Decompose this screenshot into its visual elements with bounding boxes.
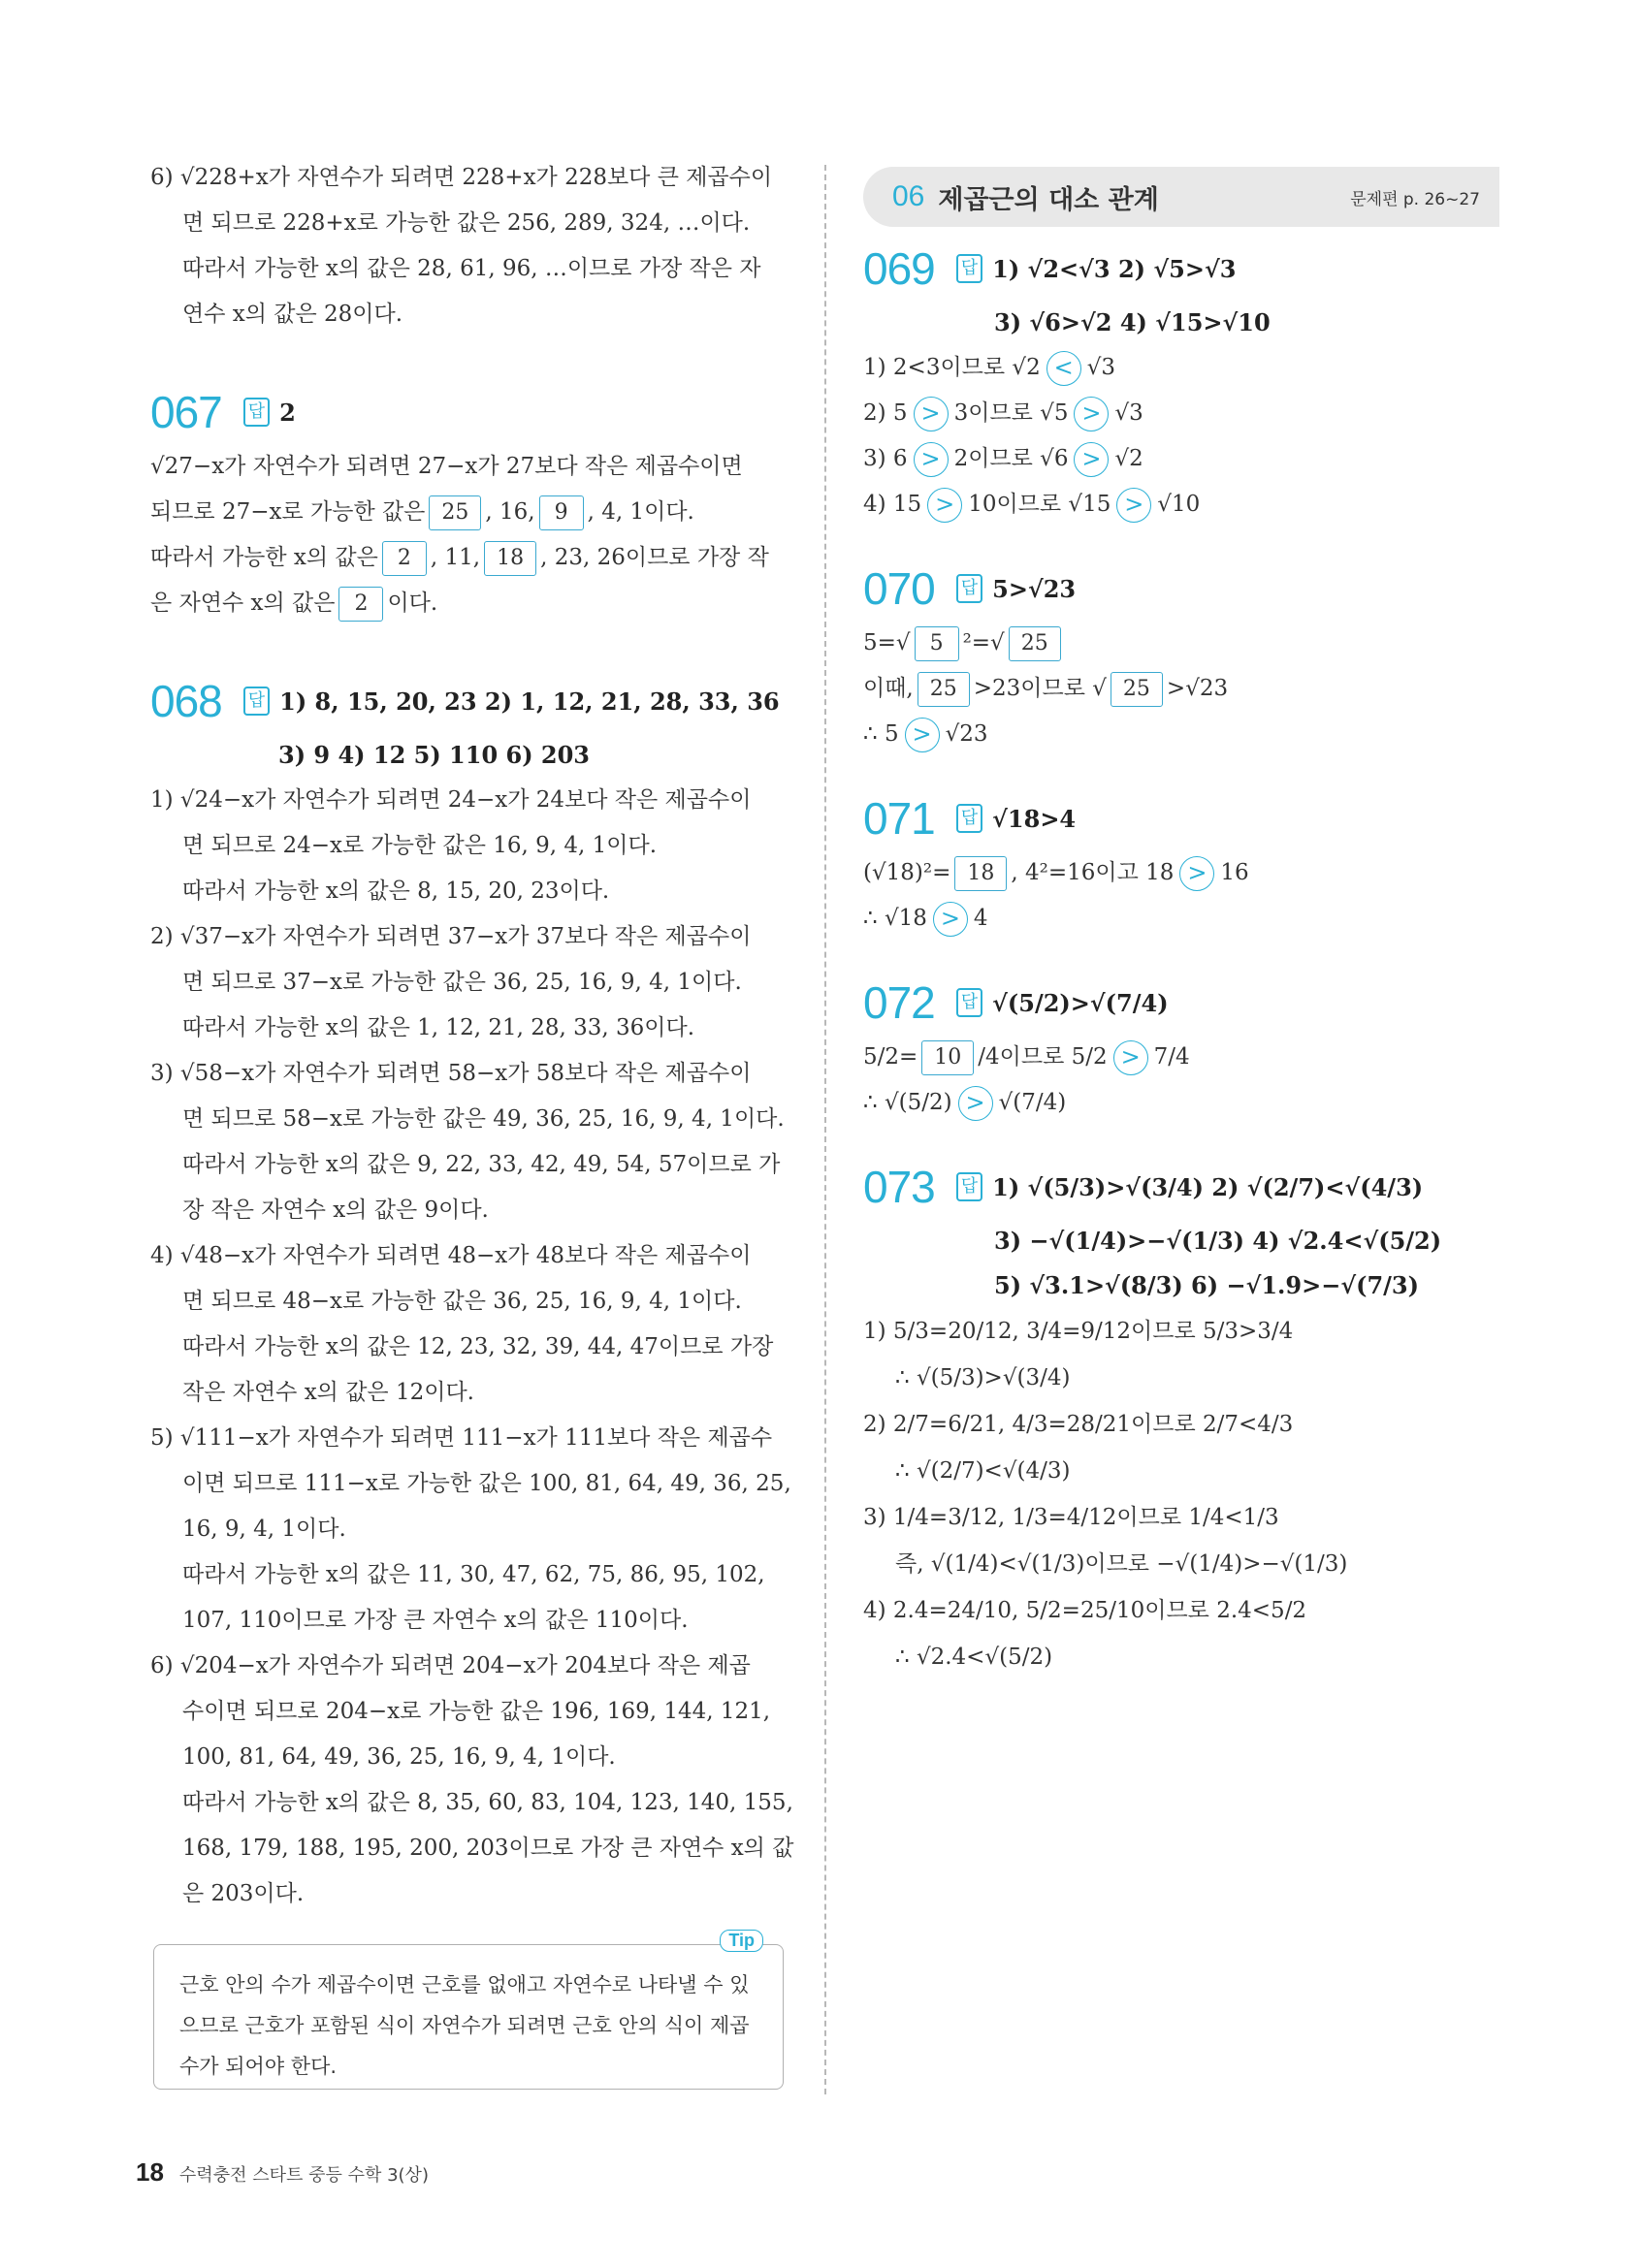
section-reference: 문제편 p. 26~27 bbox=[1350, 189, 1480, 209]
solution-line: 은 203이다. bbox=[182, 1881, 305, 1906]
blank-box: 2 bbox=[382, 541, 427, 576]
circled-sign: > bbox=[927, 488, 962, 523]
book-title: 수력충전 스타트 중등 수학 3(상) bbox=[178, 2165, 429, 2186]
solution-line: √27−x가 자연수가 되려면 27−x가 27보다 작은 제곱수이면 bbox=[150, 454, 743, 479]
solution-line: 4) √48−x가 자연수가 되려면 48−x가 48보다 작은 제곱수이 bbox=[150, 1243, 752, 1268]
circled-sign: > bbox=[1113, 1040, 1148, 1075]
solution-line: 작은 자연수 x의 값은 12이다. bbox=[182, 1380, 474, 1405]
section-number: 06 bbox=[892, 180, 925, 212]
problem-071-header bbox=[863, 792, 1503, 845]
problem-number: 073 bbox=[863, 1162, 935, 1212]
solution-line: 즉, √(1/4)<√(1/3)이므로 −√(1/4)>−√(1/3) bbox=[895, 1551, 1348, 1577]
answer: 2 bbox=[279, 398, 296, 427]
intro-line: 따라서 가능한 x의 값은 28, 61, 96, …이므로 가장 작은 자 bbox=[182, 256, 761, 281]
solution-line: 이면 되므로 111−x로 가능한 값은 100, 81, 64, 49, 36, 25, bbox=[182, 1471, 791, 1496]
problem-069-header bbox=[863, 242, 1503, 295]
tip-line: 으므로 근호가 포함된 식이 자연수가 되려면 근호 안의 식이 제곱 bbox=[179, 2014, 750, 2037]
solution-line: 16, 9, 4, 1이다. bbox=[182, 1517, 346, 1542]
blank-box: 25 bbox=[1111, 672, 1163, 707]
solution-line: 따라서 가능한 x의 값은 11, 30, 47, 62, 75, 86, 95, 102, bbox=[182, 1562, 765, 1587]
solution-line: 면 되므로 37−x로 가능한 값은 36, 25, 16, 9, 4, 1이다. bbox=[182, 970, 742, 995]
answer: 3) 9 4) 12 5) 110 6) 203 bbox=[278, 741, 590, 769]
intro-line: 면 되므로 228+x로 가능한 값은 256, 289, 324, …이다. bbox=[182, 210, 751, 236]
solution-line: 3) √58−x가 자연수가 되려면 58−x가 58보다 작은 제곱수이 bbox=[150, 1061, 752, 1086]
blank-box: 25 bbox=[918, 672, 970, 707]
column-divider bbox=[824, 165, 826, 2094]
solution-line: 1) √24−x가 자연수가 되려면 24−x가 24보다 작은 제곱수이 bbox=[150, 787, 752, 813]
answer-marker: 답 bbox=[243, 398, 270, 427]
problem-070-header bbox=[863, 562, 1503, 615]
solution-line: 4) 2.4=24/10, 5/2=25/10이므로 2.4<5/2 bbox=[863, 1598, 1307, 1623]
problem-072-header bbox=[863, 976, 1503, 1029]
solution-line: 6) √204−x가 자연수가 되려면 204−x가 204보다 작은 제곱 bbox=[150, 1653, 751, 1678]
circled-sign: > bbox=[1116, 488, 1151, 523]
solution-line: 2) 5 > 3이므로 √5 > √3 bbox=[863, 391, 1503, 436]
solution-line: 면 되므로 24−x로 가능한 값은 16, 9, 4, 1이다. bbox=[182, 833, 658, 858]
solution-line: 2) 2/7=6/21, 4/3=28/21이므로 2/7<4/3 bbox=[863, 1412, 1294, 1437]
solution-line: 5) √111−x가 자연수가 되려면 111−x가 111보다 작은 제곱수 bbox=[150, 1425, 773, 1451]
solution-line: 따라서 가능한 x의 값은 8, 35, 60, 83, 104, 123, 140, 155, bbox=[182, 1790, 793, 1815]
solution-line: 따라서 가능한 x의 값은 9, 22, 33, 42, 49, 54, 57이므로 가 bbox=[182, 1152, 781, 1177]
problem-073-solution bbox=[863, 1308, 1503, 1680]
solution-line: 107, 110이므로 가장 큰 자연수 x의 값은 110이다. bbox=[182, 1608, 689, 1633]
solution-line: 4) 15 > 10이므로 √15 > √10 bbox=[863, 482, 1503, 527]
circled-sign: > bbox=[905, 718, 940, 752]
tip-box bbox=[153, 1931, 784, 2090]
solution-line: (√18)²= 18 , 4²=16이고 18 > 16 bbox=[863, 850, 1503, 896]
answer: 1) √(5/3)>√(3/4) 2) √(2/7)<√(4/3) bbox=[992, 1172, 1424, 1201]
problem-073-header bbox=[863, 1161, 1503, 1213]
answer: 1) 8, 15, 20, 23 2) 1, 12, 21, 28, 33, 36 bbox=[279, 687, 780, 716]
solution-line: 5=√ 5 ²=√ 25 bbox=[863, 621, 1503, 666]
solution-line: 따라서 가능한 x의 값은 8, 15, 20, 23이다. bbox=[182, 878, 610, 904]
solution-line: 168, 179, 188, 195, 200, 203이므로 가장 큰 자연수 x의 값 bbox=[182, 1836, 794, 1861]
solution-line: 이때, 25 >23이므로 √ 25 >√23 bbox=[863, 666, 1503, 712]
tip-line: 수가 되어야 한다. bbox=[179, 2055, 338, 2078]
circled-sign: > bbox=[914, 397, 949, 431]
section-banner bbox=[863, 167, 1499, 227]
blank-box: 25 bbox=[429, 495, 481, 530]
answer-marker: 답 bbox=[956, 988, 982, 1017]
tip-label: Tip bbox=[720, 1930, 763, 1952]
solution-line: ∴ √2.4<√(5/2) bbox=[895, 1645, 1053, 1670]
intro-line: 연수 x의 값은 28이다. bbox=[182, 302, 403, 327]
blank-box: 9 bbox=[539, 495, 584, 530]
answer: 1) √2<√3 2) √5>√3 bbox=[992, 254, 1237, 283]
right-column bbox=[863, 223, 1503, 1680]
circled-sign: > bbox=[1074, 397, 1109, 431]
solution-line: 면 되므로 48−x로 가능한 값은 36, 25, 16, 9, 4, 1이다. bbox=[182, 1289, 742, 1314]
solution-line: 2) √37−x가 자연수가 되려면 37−x가 37보다 작은 제곱수이 bbox=[150, 924, 752, 949]
section-title: 제곱근의 대소 관계 bbox=[938, 184, 1159, 215]
problem-068-header bbox=[150, 675, 786, 727]
solution-line: 면 되므로 58−x로 가능한 값은 49, 36, 25, 16, 9, 4, 1이다. bbox=[182, 1106, 785, 1132]
blank-box: 10 bbox=[921, 1040, 974, 1075]
solution-line: 1) 2<3이므로 √2 < √3 bbox=[863, 345, 1503, 391]
solution-line: ∴ √(2/7)<√(4/3) bbox=[895, 1458, 1071, 1484]
solution-line: 따라서 가능한 x의 값은 2 , 11, 18 , 23, 26이므로 가장 작 bbox=[150, 535, 786, 581]
blank-box: 5 bbox=[915, 626, 959, 661]
answer: √18>4 bbox=[992, 804, 1077, 833]
blank-box: 2 bbox=[338, 587, 383, 622]
solution-line: 5/2= 10 /4이므로 5/2 > 7/4 bbox=[863, 1035, 1503, 1080]
intro-line: 6) √228+x가 자연수가 되려면 228+x가 228보다 큰 제곱수이 bbox=[150, 165, 773, 190]
solution-line: ∴ 5 > √23 bbox=[863, 712, 1503, 757]
circled-sign: > bbox=[933, 902, 968, 937]
solution-line: ∴ √(5/2) > √(7/4) bbox=[863, 1080, 1503, 1126]
answer-marker: 답 bbox=[243, 687, 270, 716]
answer: 3) −√(1/4)>−√(1/3) 4) √2.4<√(5/2) bbox=[994, 1227, 1442, 1255]
circled-sign: < bbox=[1046, 351, 1081, 386]
solution-line: 따라서 가능한 x의 값은 1, 12, 21, 28, 33, 36이다. bbox=[182, 1015, 695, 1040]
circled-sign: > bbox=[1179, 856, 1214, 891]
blank-box: 18 bbox=[484, 541, 536, 576]
solution-line: 100, 81, 64, 49, 36, 25, 16, 9, 4, 1이다. bbox=[182, 1744, 616, 1770]
problem-number: 068 bbox=[150, 676, 222, 726]
answer: 5) √3.1>√(8/3) 6) −√1.9>−√(7/3) bbox=[994, 1271, 1419, 1299]
solution-line: 3) 6 > 2이므로 √6 > √2 bbox=[863, 436, 1503, 482]
problem-number: 072 bbox=[863, 977, 935, 1028]
page-number: 18 bbox=[136, 2157, 164, 2187]
blank-box: 25 bbox=[1009, 626, 1061, 661]
problem-number: 067 bbox=[150, 387, 222, 437]
page-footer bbox=[136, 2157, 429, 2188]
problem-number: 069 bbox=[863, 243, 935, 294]
problem-068-solution bbox=[150, 778, 794, 1917]
answer: 3) √6>√2 4) √15>√10 bbox=[994, 308, 1271, 336]
answer-marker: 답 bbox=[956, 804, 982, 833]
circled-sign: > bbox=[914, 442, 949, 477]
solution-line: 수이면 되므로 204−x로 가능한 값은 196, 169, 144, 121, bbox=[182, 1699, 771, 1724]
problem-number: 071 bbox=[863, 793, 935, 844]
problem-number: 070 bbox=[863, 563, 935, 614]
solution-line: 3) 1/4=3/12, 1/3=4/12이므로 1/4<1/3 bbox=[863, 1505, 1279, 1530]
solution-line: 1) 5/3=20/12, 3/4=9/12이므로 5/3>3/4 bbox=[863, 1319, 1294, 1344]
solution-line: 따라서 가능한 x의 값은 12, 23, 32, 39, 44, 47이므로 가장 bbox=[182, 1334, 774, 1359]
answer: √(5/2)>√(7/4) bbox=[992, 988, 1169, 1017]
solution-line: ∴ √(5/3)>√(3/4) bbox=[895, 1365, 1071, 1390]
answer: 5>√23 bbox=[992, 574, 1077, 603]
tip-line: 근호 안의 수가 제곱수이면 근호를 없애고 자연수로 나타낼 수 있 bbox=[179, 1973, 750, 1996]
solution-line: 되므로 27−x로 가능한 값은 25 , 16, 9 , 4, 1이다. bbox=[150, 490, 786, 535]
left-column bbox=[150, 155, 794, 1917]
answer-marker: 답 bbox=[956, 254, 982, 283]
circled-sign: > bbox=[958, 1086, 993, 1121]
circled-sign: > bbox=[1074, 442, 1109, 477]
blank-box: 18 bbox=[954, 856, 1007, 891]
answer-marker: 답 bbox=[956, 574, 982, 603]
problem-067-header bbox=[150, 386, 786, 438]
solution-line: 은 자연수 x의 값은 2 이다. bbox=[150, 581, 786, 626]
solution-line: 장 작은 자연수 x의 값은 9이다. bbox=[182, 1198, 489, 1223]
solution-line: ∴ √18 > 4 bbox=[863, 896, 1503, 942]
answer-marker: 답 bbox=[956, 1172, 982, 1201]
